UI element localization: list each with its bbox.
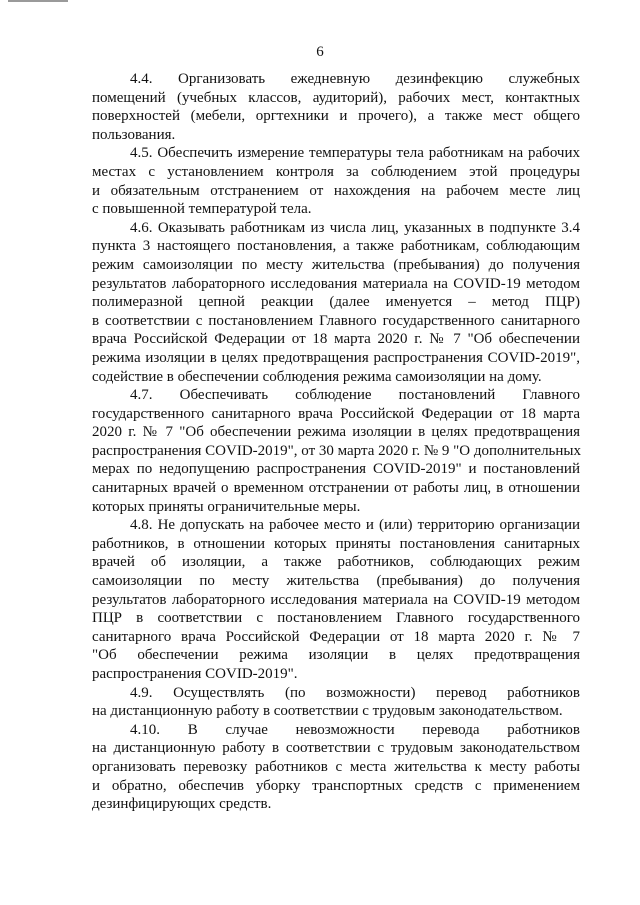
text-line: 4.6. Оказывать работникам из числа лиц, указанных в подпункте 3.4: [130, 219, 580, 236]
text-line: режима изоляции в целях предотвращения распространения COVID-2019",: [92, 349, 580, 366]
text-line: 4.5. Обеспечить измерение температуры тела работникам на рабочих: [130, 145, 580, 162]
text-line: врача Российской Федерации от 18 марта 2020 г. № 7 "Об обеспечении: [92, 331, 580, 348]
paragraph-4-9: [92, 684, 580, 721]
text-line: распространения COVID-2019".: [92, 666, 298, 682]
text-line: 4.8. Не допускать на рабочее место и (или) территорию организации: [130, 517, 580, 534]
paragraph-4-6: [92, 219, 580, 386]
text-line: с повышенной температурой тела.: [92, 201, 312, 218]
paragraph-4-10: [92, 721, 580, 814]
text-line: врачей об изоляции, а также работников, соблюдающих режим: [92, 554, 580, 571]
text-line: 4.7. Обеспечивать соблюдение постановлений Главного: [130, 387, 580, 404]
paragraph-4-5: [92, 144, 580, 218]
text-line: 4.10. В случае невозможности перевода работников: [130, 721, 580, 738]
text-line: полимеразной цепной реакции (далее именуется – метод ПЦР): [92, 294, 580, 311]
text-line: "Об обеспечении режима изоляции в целях предотвращения: [92, 647, 580, 664]
paragraph-4-8: [92, 516, 580, 683]
text-line: 4.9. Осуществлять (по возможности) перевод работников: [130, 684, 580, 701]
paragraph-4-4: [92, 70, 580, 144]
text-line: пункта 3 настоящего постановления, а также работникам, соблюдающим: [92, 238, 580, 255]
paragraph-4-7: [92, 386, 580, 516]
text-line: 2020 г. № 7 "Об обеспечении режима изоляции в целях предотвращения: [92, 424, 580, 441]
text-line: на дистанционную работу в соответствии с трудовым законодательством.: [92, 703, 563, 720]
text-line: организовать перевозку работников с места жительства к месту работы: [92, 758, 580, 775]
text-line: самоизоляции по месту жительства (пребывания) до получения: [92, 573, 580, 590]
scan-artifact: [8, 0, 68, 2]
text-line: пользования.: [92, 126, 176, 143]
text-line: 4.4. Организовать ежедневную дезинфекцию служебных: [130, 71, 580, 87]
text-line: и обратно, обеспечив уборку транспортных средств с применением: [92, 777, 580, 794]
text-line: содействие в обеспечении соблюдения режима самоизоляции на дому.: [92, 368, 542, 385]
text-line: государственного санитарного врача Российской Федерации от 18 марта: [92, 405, 580, 422]
document-body: [92, 70, 580, 814]
text-line: работников, в отношении которых приняты постановления санитарных: [92, 535, 580, 552]
text-line: санитарных врачей о временном отстранении от работы лиц, в отношении: [92, 480, 580, 497]
text-line: результатов лабораторного исследования материала на COVID-19 методом: [92, 591, 580, 608]
text-line: результатов лабораторного исследования материала на COVID-19 методом: [92, 275, 580, 292]
text-line: распространения COVID-2019", от 30 марта 2020 г. № 9 "О дополнительных: [92, 442, 582, 459]
text-line: поверхностей (мебели, оргтехники и прочего), а также мест общего: [92, 108, 580, 125]
text-line: мерах по недопущению распространения COVID-2019" и постановлений: [92, 461, 580, 478]
text-line: в соответствии с постановлением Главного государственного санитарного: [92, 312, 580, 329]
text-line: дезинфицирующих средств.: [92, 796, 272, 813]
text-line: санитарного врача Российской Федерации от 18 марта 2020 г. № 7: [92, 628, 580, 645]
text-line: помещений (учебных классов, аудиторий), рабочих мест, контактных: [92, 89, 580, 106]
text-line: на дистанционную работу в соответствии с трудовым законодательством: [92, 740, 580, 757]
page-number: 6: [316, 44, 324, 60]
text-line: режим самоизоляции по месту жительства (пребывания) до получения: [92, 256, 580, 273]
text-line: которых приняты ограничительные меры.: [92, 498, 361, 515]
text-line: ПЦР в соответствии с постановлением Главного государственного: [92, 610, 580, 627]
text-line: и обязательным отстранением от нахождения на рабочем месте лиц: [92, 182, 580, 199]
text-line: местах с установлением контроля за соблюдением этой процедуры: [92, 163, 580, 180]
